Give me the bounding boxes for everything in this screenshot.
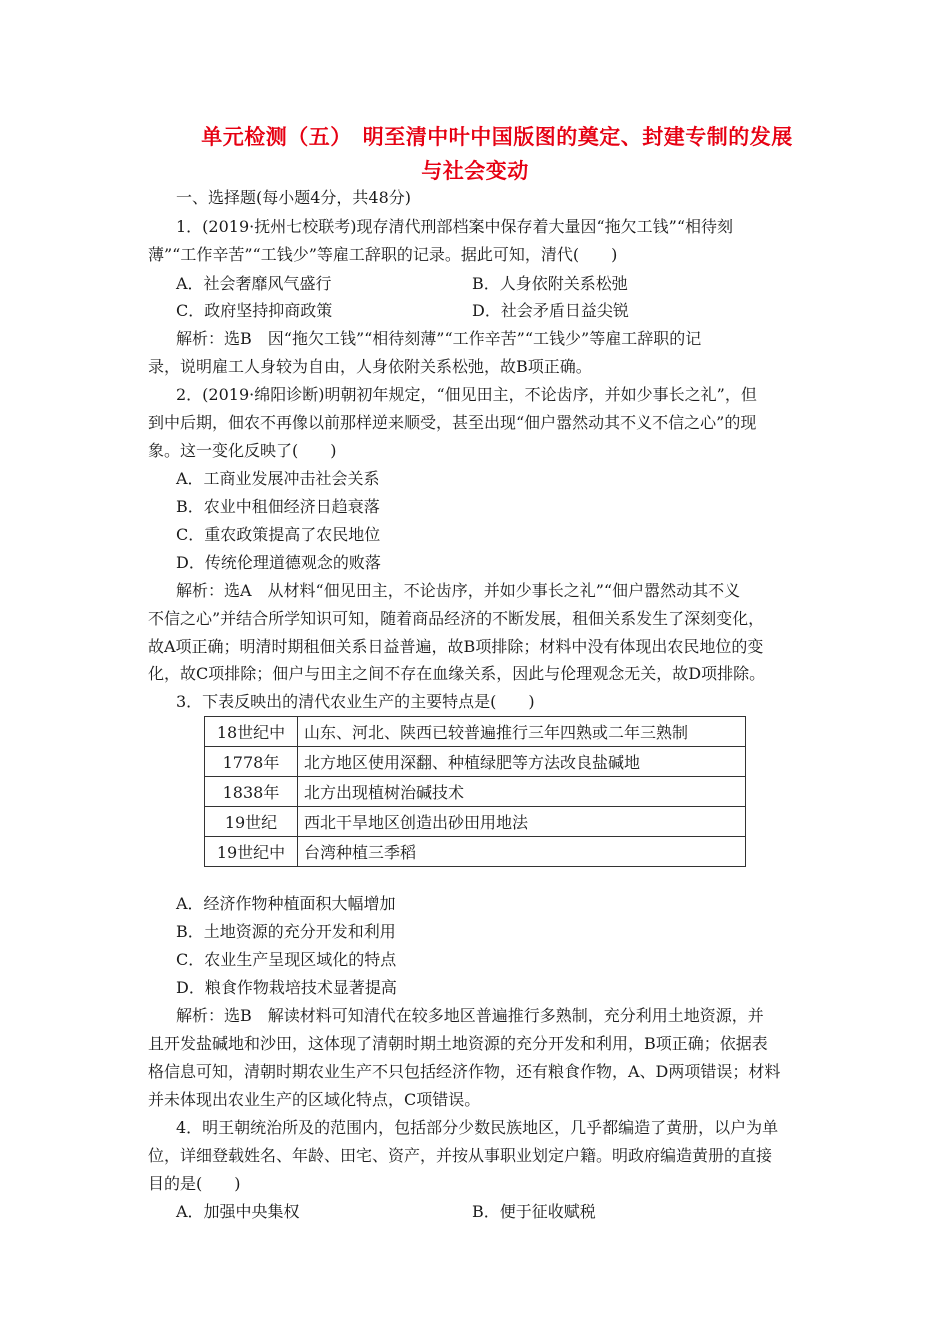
question-1-option-a: A．社会奢靡风气盛行 bbox=[176, 274, 332, 293]
question-3-analysis-cont-3: 并未体现出农业生产的区域化特点，C项错误。 bbox=[148, 1090, 481, 1109]
table-cell-event: 北方出现植树治碱技术 bbox=[298, 777, 746, 807]
question-2-analysis-cont-3: 化，故C项排除；佃户与田主之间不存在血缘关系，因此与伦理观念无关，故D项排除。 bbox=[148, 664, 766, 683]
question-3-option-d: D．粮食作物栽培技术显著提高 bbox=[176, 978, 397, 997]
question-3-analysis-cont-1: 且开发盐碱地和沙田，这体现了清朝时期土地资源的充分开发和利用，B项正确；依据表 bbox=[148, 1034, 768, 1053]
question-3-analysis: 解析：选B 解读材料可知清代在较多地区普遍推行多熟制，充分利用土地资源，并 bbox=[176, 1006, 764, 1025]
question-1-option-d: D．社会矛盾日益尖锐 bbox=[472, 301, 629, 320]
question-1-analysis-cont: 录，说明雇工人身较为自由，人身依附关系松弛，故B项正确。 bbox=[148, 357, 592, 376]
table-cell-time: 1838年 bbox=[205, 777, 298, 807]
question-4-stem: 4．明王朝统治所及的范围内，包括部分少数民族地区，几乎都编造了黄册，以户为单 bbox=[176, 1118, 779, 1137]
table-cell-time: 1778年 bbox=[205, 747, 298, 777]
question-4-stem-cont: 位，详细登载姓名、年龄、田宅、资产，并按从事职业划定户籍。明政府编造黄册的直接 bbox=[148, 1146, 773, 1165]
question-3-analysis-cont-2: 格信息可知，清朝时期农业生产不只包括经济作物，还有粮食作物，A、D两项错误；材料 bbox=[148, 1062, 781, 1081]
table-cell-event: 山东、河北、陕西已较普遍推行三年四熟或二年三熟制 bbox=[298, 717, 746, 747]
question-1-stem: 1．(2019·抚州七校联考)现存清代刑部档案中保存着大量因“拖欠工钱”“相待刻 bbox=[176, 217, 734, 236]
section-heading: 一、选择题(每小题4分，共48分) bbox=[176, 188, 412, 207]
page-title: 单元检测（五） 明至清中叶中国版图的奠定、封建专制的发展 bbox=[201, 125, 793, 149]
question-2-stem-cont: 到中后期，佃农不再像以前那样逆来顺受，甚至出现“佃户嚣然动其不义不信之心”的现 bbox=[148, 413, 757, 432]
table-cell-event: 台湾种植三季稻 bbox=[298, 837, 746, 867]
table-cell-time: 18世纪中 bbox=[205, 717, 298, 747]
question-1-analysis: 解析：选B 因“拖欠工钱”“相待刻薄”“工作辛苦”“工钱少”等雇工辞职的记 bbox=[176, 329, 702, 348]
table-row bbox=[205, 777, 746, 807]
question-2-analysis: 解析：选A 从材料“佃见田主，不论齿序，并如少事长之礼”“佃户嚣然动其不义 bbox=[176, 581, 741, 600]
question-2-option-d: D．传统伦理道德观念的败落 bbox=[176, 553, 381, 572]
table-row bbox=[205, 807, 746, 837]
question-2-option-b: B．农业中租佃经济日趋衰落 bbox=[176, 497, 380, 516]
table-cell-time: 19世纪 bbox=[205, 807, 298, 837]
table-row bbox=[205, 747, 746, 777]
table-cell-time: 19世纪中 bbox=[205, 837, 298, 867]
table-cell-event: 北方地区使用深翻、种植绿肥等方法改良盐碱地 bbox=[298, 747, 746, 777]
table-row bbox=[205, 837, 746, 867]
question-1-stem-cont: 薄”“工作辛苦”“工钱少”等雇工辞职的记录。据此可知，清代( ) bbox=[148, 245, 618, 264]
question-4-stem-end: 目的是( ) bbox=[148, 1174, 241, 1193]
question-2-analysis-cont-1: 不信之心”并结合所学知识可知，随着商品经济的不断发展，租佃关系发生了深刻变化， bbox=[148, 609, 765, 628]
question-3-option-c: C．农业生产呈现区域化的特点 bbox=[176, 950, 397, 969]
question-1-option-b: B．人身依附关系松弛 bbox=[472, 274, 628, 293]
question-3-option-b: B．土地资源的充分开发和利用 bbox=[176, 922, 396, 941]
page-title-continued: 与社会变动 bbox=[421, 159, 529, 183]
table-cell-event: 西北干旱地区创造出砂田用地法 bbox=[298, 807, 746, 837]
question-2-option-a: A．工商业发展冲击社会关系 bbox=[176, 469, 380, 488]
question-3-option-a: A．经济作物种植面积大幅增加 bbox=[176, 894, 396, 913]
question-1-option-c: C．政府坚持抑商政策 bbox=[176, 301, 333, 320]
question-2-analysis-cont-2: 故A项正确；明清时期租佃关系日益普遍，故B项排除；材料中没有体现出农民地位的变 bbox=[148, 637, 764, 656]
question-2-stem-end: 象。这一变化反映了( ) bbox=[148, 441, 337, 460]
table-row bbox=[205, 717, 746, 747]
agriculture-table bbox=[204, 716, 746, 867]
question-4-option-b: B．便于征收赋税 bbox=[472, 1202, 596, 1221]
question-2-stem: 2．(2019·绵阳诊断)明朝初年规定，“佃见田主，不论齿序，并如少事长之礼”，但 bbox=[176, 385, 757, 404]
question-3-stem: 3．下表反映出的清代农业生产的主要特点是( ) bbox=[176, 692, 535, 711]
question-4-option-a: A．加强中央集权 bbox=[176, 1202, 300, 1221]
question-2-option-c: C．重农政策提高了农民地位 bbox=[176, 525, 381, 544]
